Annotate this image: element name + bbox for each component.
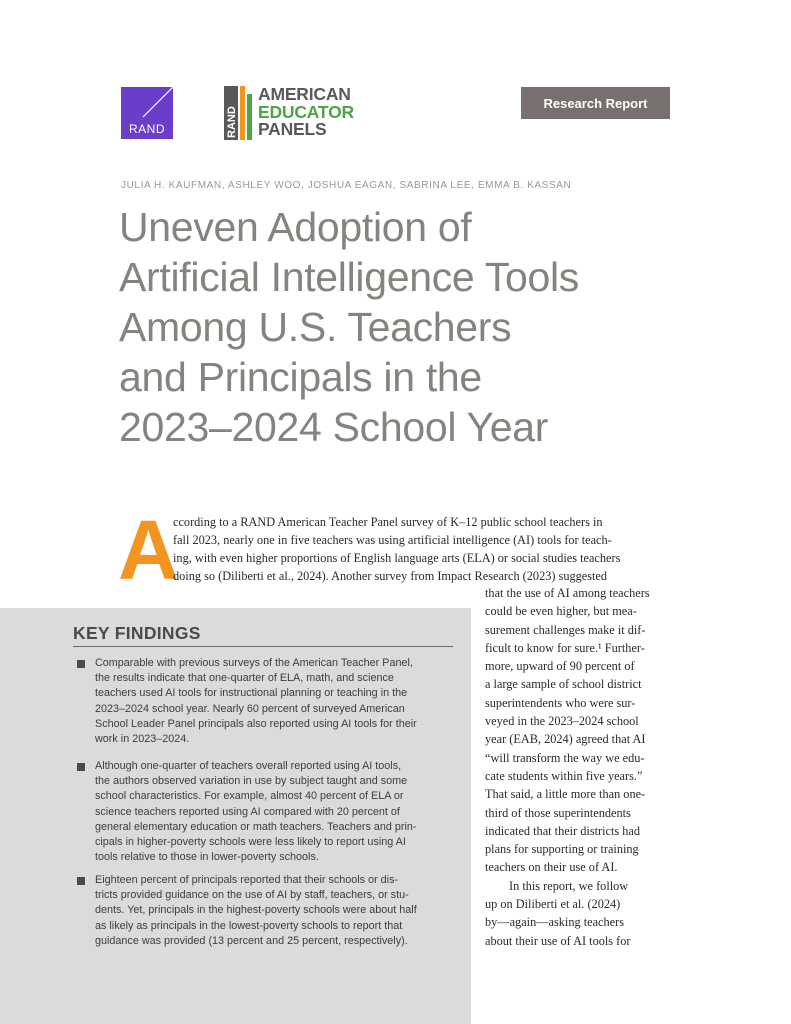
- finding-line: School Leader Panel principals also reported using AI tools for their: [95, 717, 417, 730]
- intro-line: doing so (Diliberti et al., 2024). Another survey from Impact Research (2023) suggested: [173, 569, 608, 583]
- title-line: 2023–2024 School Year: [119, 404, 549, 450]
- intro-line: fall 2023, nearly one in five teachers was using artificial intelligence (AI) tools for teach-: [173, 533, 612, 547]
- intro-line: ing, with even higher proportions of English language arts (ELA) or social studies teachers: [173, 551, 621, 565]
- body-line: superintendents who were sur-: [485, 695, 636, 710]
- key-finding-text: [95, 759, 417, 865]
- key-finding-text: [95, 873, 417, 949]
- finding-line: as likely as principals in the lowest-poverty schools to report that: [95, 919, 403, 932]
- body-line: In this report, we follow: [509, 878, 629, 893]
- body-right-column: [485, 584, 675, 950]
- rand-logo-text: RAND: [128, 122, 165, 136]
- aep-rand-vertical-mark: [224, 86, 238, 140]
- body-line: veyed in the 2023–2024 school: [485, 714, 639, 729]
- body-line: third of those superintendents: [485, 805, 631, 820]
- body-line: more, upward of 90 percent of: [485, 659, 635, 674]
- key-finding-text: [95, 656, 417, 747]
- body-line: ficult to know for sure.¹ Further-: [485, 640, 645, 655]
- finding-line: tricts provided guidance on the use of AI by staff, teachers, or stu-: [95, 889, 409, 902]
- rand-logo: [121, 87, 173, 139]
- american-educator-panels-logo: [224, 86, 374, 140]
- body-line: plans for supporting or training: [485, 842, 639, 857]
- author-list: JULIA H. KAUFMAN, ASHLEY WOO, JOSHUA EAGAN, SABRINA LEE, EMMA B. KASSAN: [121, 180, 572, 191]
- body-line: indicated that their districts had: [485, 823, 641, 838]
- finding-line: Although one-quarter of teachers overall reported using AI tools,: [95, 760, 402, 772]
- aep-logo-words: [258, 86, 354, 139]
- finding-line: dents. Yet, principals in the highest-poverty schools were about half: [95, 904, 417, 917]
- key-findings-title: KEY FINDINGS: [73, 623, 201, 643]
- finding-line: 2023–2024 school year. Nearly 60 percent of surveyed American: [95, 702, 405, 715]
- report-title: [119, 202, 679, 452]
- title-line: and Principals in the: [119, 354, 482, 400]
- title-line: Artificial Intelligence Tools: [119, 254, 579, 300]
- body-line: by—again—asking teachers: [485, 915, 624, 930]
- body-line: year (EAB, 2024) agreed that AI: [485, 732, 646, 747]
- research-report-badge: Research Report: [521, 87, 670, 119]
- finding-line: school characteristics. For example, almost 40 percent of ELA or: [95, 790, 404, 803]
- body-line: cate students within five years.”: [485, 768, 643, 783]
- body-line: could be even higher, but mea-: [485, 604, 637, 619]
- finding-line: work in 2023–2024.: [95, 733, 190, 746]
- square-bullet-icon: [77, 877, 85, 885]
- finding-line: tools relative to those in lower-poverty schools.: [95, 851, 319, 864]
- aep-bars-icon: [239, 86, 253, 140]
- aep-word-panels: PANELS: [258, 119, 327, 139]
- body-line: up on Diliberti et al. (2024): [485, 897, 621, 912]
- aep-word-american: AMERICAN: [258, 84, 351, 104]
- body-line: surement challenges make it dif-: [485, 622, 646, 637]
- finding-line: Comparable with previous surveys of the American Teacher Panel,: [95, 657, 413, 669]
- finding-line: cipals in higher-poverty schools were less likely to report using AI: [95, 836, 406, 849]
- drop-cap: A: [118, 503, 179, 597]
- key-findings-divider: [73, 646, 453, 647]
- finding-line: guidance was provided (13 percent and 25 percent, respectively).: [95, 934, 408, 947]
- square-bullet-icon: [77, 660, 85, 668]
- aep-word-educator: EDUCATOR: [258, 101, 354, 122]
- body-line: a large sample of school district: [485, 677, 642, 692]
- finding-line: teachers used AI tools for instructional planning or teaching in the: [95, 687, 408, 700]
- title-line: Uneven Adoption of: [119, 204, 472, 250]
- finding-line: general elementary education or math teachers. Teachers and prin-: [95, 820, 417, 833]
- body-line: “will transform the way we edu-: [485, 750, 645, 765]
- intro-line: ccording to a RAND American Teacher Panel survey of K–12 public school teachers in: [173, 515, 603, 529]
- finding-line: science teachers reported using AI compared with 20 percent of: [95, 805, 400, 818]
- finding-line: the results indicate that one-quarter of ELA, math, and science: [95, 672, 394, 685]
- body-line: That said, a little more than one-: [485, 787, 646, 802]
- finding-line: the authors observed variation in use by subject taught and some: [95, 775, 408, 788]
- finding-line: Eighteen percent of principals reported that their schools or dis-: [95, 874, 399, 886]
- body-line: about their use of AI tools for: [485, 933, 631, 948]
- square-bullet-icon: [77, 763, 85, 771]
- aep-rand-vertical-text: RAND: [226, 106, 238, 138]
- body-line: that the use of AI among teachers: [485, 586, 650, 600]
- title-line: Among U.S. Teachers: [119, 304, 512, 350]
- body-line: teachers on their use of AI.: [485, 860, 618, 875]
